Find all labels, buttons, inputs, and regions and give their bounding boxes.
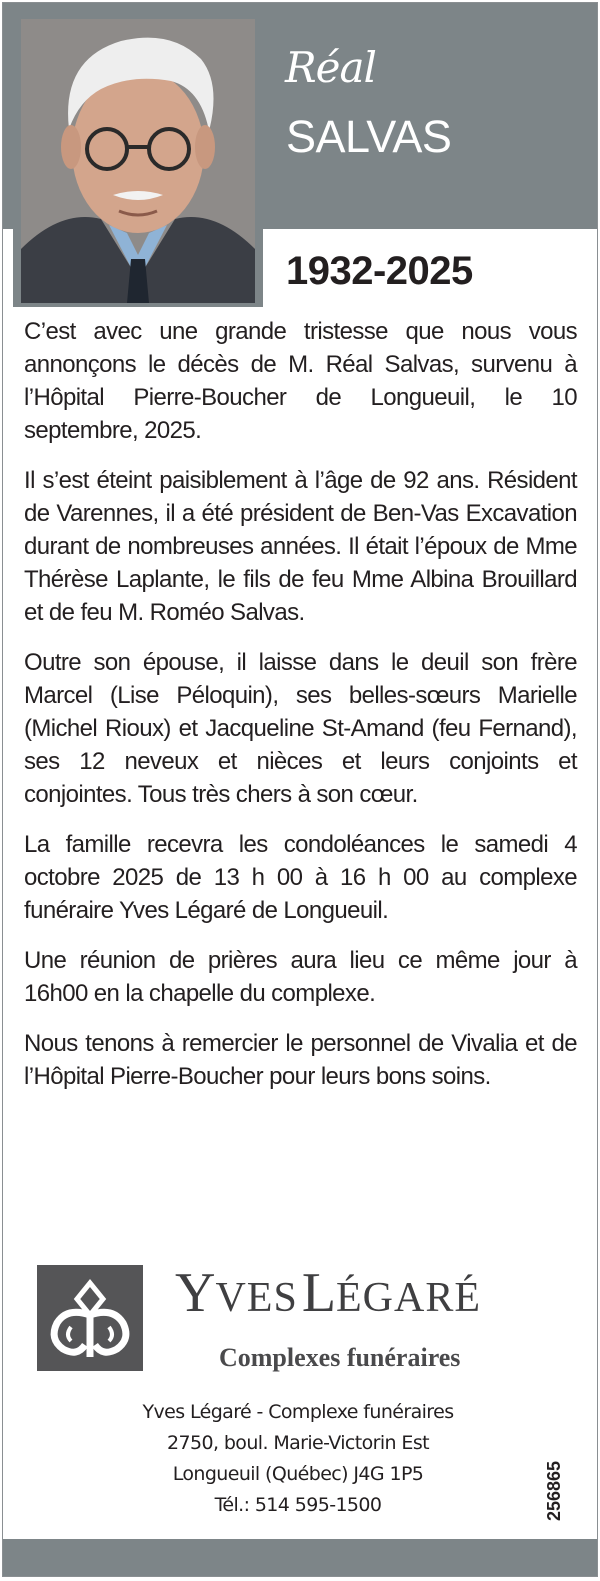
portrait-illustration [21, 19, 255, 303]
obituary-notice [2, 2, 598, 1577]
paragraph-biography: Il s’est éteint paisiblement à l’âge de 92 ans. Résident de Varennes, il a été président de Ben-Vas Excavation durant de nombreuses années. Il était l’époux de Mme Thérèse Laplante, le fils de feu Mme Albina Brouillard et de feu M. Roméo Salvas. [24, 467, 577, 626]
funeral-home-logo-icon [37, 1265, 143, 1371]
paragraph-announcement: C’est avec une grande tristesse que nous vous annonçons le décès de M. Réal Salvas, survenu à l’Hôpital Pierre-Boucher de Longueuil, le 10 septembre, 2025. [24, 318, 577, 444]
brand-first-initial: Y [175, 1262, 216, 1324]
address-line-name: Yves Légaré - Complexe funéraires [142, 1401, 454, 1423]
address-line-city: Longueuil (Québec) J4G 1P5 [172, 1463, 424, 1485]
deceased-first-name: Réal [285, 43, 376, 92]
paragraph-prayers: Une réunion de prières aura lieu ce même jour à 16h00 en la chapelle du complexe. [24, 947, 577, 1007]
brand-last-rest: ÉGARÉ [336, 1275, 482, 1321]
paragraph-thanks: Nous tenons à remercier le personnel de Vivalia et de l’Hôpital Pierre-Boucher pour leurs bons soins. [24, 1030, 577, 1090]
paragraph-survivors: Outre son épouse, il laisse dans le deuil son frère Marcel (Lise Péloquin), ses belles-sœurs Marielle (Michel Rioux) et Jacqueline St-Amand (feu Fernand), ses 12 neveux et nièces et leurs conjoints et conjointes. Tous très chers à son cœur. [24, 649, 577, 808]
brand-last-initial: L [301, 1262, 337, 1324]
portrait-frame [13, 13, 263, 307]
obituary-body [24, 315, 577, 1110]
funeral-home-brand [175, 1261, 481, 1325]
deceased-last-name: SALVAS [286, 111, 452, 162]
funeral-home-subtitle: Complexes funéraires [219, 1343, 461, 1372]
footer-band [3, 1539, 597, 1576]
funeral-home-address [98, 1397, 498, 1521]
address-line-phone: Tél.: 514 595-1500 [214, 1494, 382, 1516]
reference-number: 256865 [544, 1460, 564, 1521]
life-years: 1932-2025 [286, 249, 473, 293]
paragraph-condolences: La famille recevra les condoléances le samedi 4 octobre 2025 de 13 h 00 à 16 h 00 au complexe funéraire Yves Légaré de Longueuil. [24, 831, 577, 924]
address-line-street: 2750, boul. Marie-Victorin Est [167, 1432, 429, 1454]
brand-first-rest: VES [215, 1275, 298, 1321]
portrait-photo [21, 19, 255, 303]
